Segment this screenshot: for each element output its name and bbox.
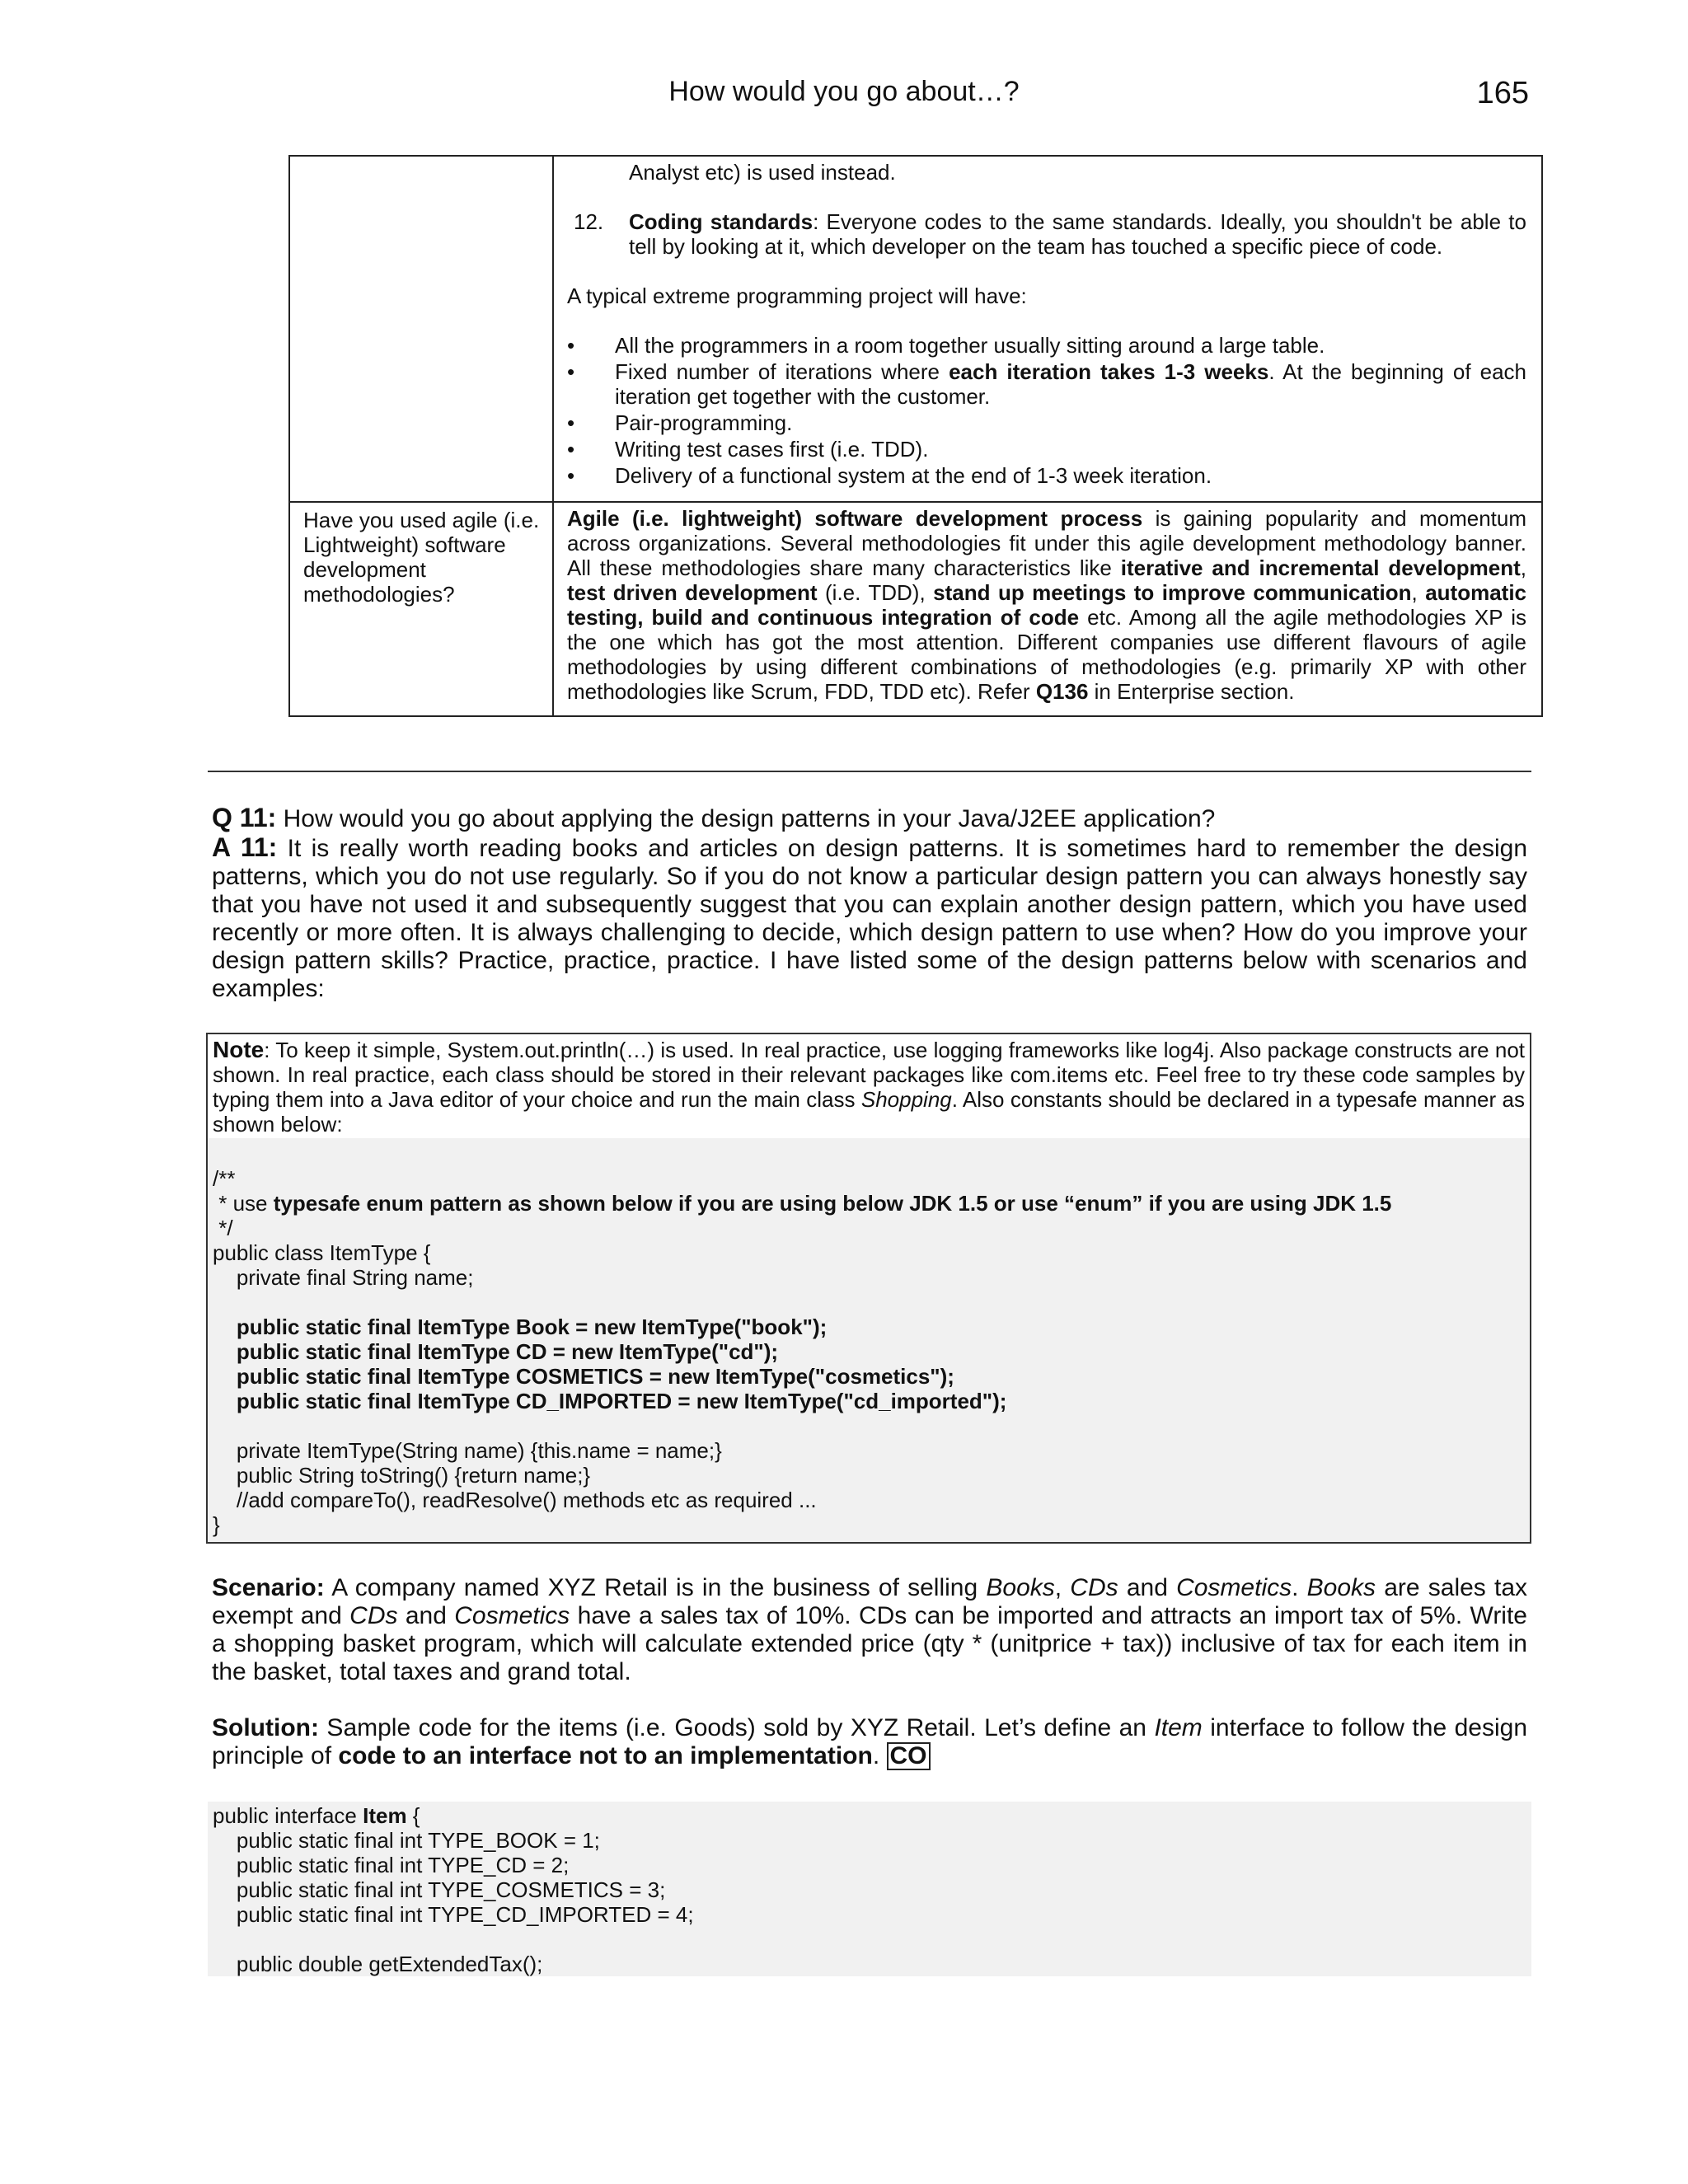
bullet-icon: • (567, 463, 575, 488)
list-item (567, 437, 1526, 462)
bullet-list (567, 333, 1526, 488)
list-item (567, 333, 1526, 358)
code-line: //add compareTo(), readResolve() methods etc as required ... (213, 1488, 817, 1512)
item-text (629, 209, 1526, 259)
code-blank-line (208, 1413, 1530, 1438)
code-line: public static final int TYPE_BOOK = 1; (213, 1828, 600, 1853)
list-item (567, 410, 1526, 435)
item-title: Coding standards (629, 209, 814, 234)
bullet-icon: • (567, 359, 575, 384)
bullet-text: Writing test cases first (i.e. TDD). (615, 437, 929, 462)
agile-answer: Agile (i.e. lightweight) software development process is gaining popularity and momentum across organizations. Several methodologies fit under this agile development methodology banner. All these methodologies share many characteristics like iterative and incremental development, test driven development (i.e. TDD), stand up meetings to improve communication, automatic testing, build and continuous integration of code etc. Among all the agile methodologies XP is the one which has got the most attention. Different companies use different flavours of agile methodologies by using different combinations of methodologies (e.g. primarily XP with other methodologies like Scrum, FDD, TDD etc). Refer Q136 in Enterprise section. (567, 506, 1527, 704)
code-line: public static final ItemType CD_IMPORTED = new ItemType("cd_imported"); (213, 1389, 1007, 1413)
item-number: 12. (574, 209, 604, 234)
table-row (289, 502, 1542, 716)
scenario-paragraph: Scenario: A company named XYZ Retail is in the business of selling Books, CDs and Cosmetics. Books are sales tax exempt and CDs and Cosmetics have a sales tax of 10%. CDs can be imported and attracts an import tax of 5%. Write a shopping basket program, which will calculate extended price (qty * (unitprice + tax)) inclusive of tax for each item in the basket, total taxes and grand total. (212, 1574, 1528, 1685)
table-row (289, 156, 1542, 502)
answer-label: A 11: (212, 832, 278, 862)
scenario-label: Scenario: (212, 1574, 325, 1601)
code-line: public static final int TYPE_CD = 2; (213, 1853, 570, 1877)
answer-cell (553, 502, 1542, 716)
list-item (567, 463, 1526, 488)
bullet-text: All the programmers in a room together usually sitting around a large table. (615, 333, 1325, 358)
code-line: public String toString() {return name;} (213, 1463, 591, 1488)
question-label: Q 11: (212, 803, 277, 832)
solution-label: Solution: (212, 1714, 319, 1741)
code-blank-line (208, 1927, 1531, 1952)
bullet-text-part: Fixed number of iterations where (615, 359, 950, 384)
bullet-icon: • (567, 437, 575, 462)
page-number: 165 (1476, 76, 1529, 110)
code-line: */ (213, 1216, 233, 1240)
bullet-text: Pair-programming. (615, 410, 793, 435)
code-line: /** (213, 1166, 236, 1191)
code-line: public static final ItemType Book = new ItemType("book"); (213, 1315, 828, 1339)
code-blank-line (208, 1290, 1530, 1315)
code-line: * use typesafe enum pattern as shown below if you are using below JDK 1.5 or use “enum” if you are using JDK 1.5 (213, 1191, 1392, 1216)
running-header: How would you go about…? (668, 76, 1020, 107)
bullet-icon: • (567, 410, 575, 435)
note-text: Note: To keep it simple, System.out.println(…) is used. In real practice, use logging frameworks like log4j. Also package constructs are not shown. In real practice, each class should be stored in their relevant packages like com.items etc. Feel free to try these code samples by typing them into a Java editor of your choice and run the main class Shopping. Also constants should be declared in a typesafe manner as shown below: (208, 1034, 1530, 1138)
question-text: How would you go about applying the design patterns in your Java/J2EE application? (276, 805, 1216, 832)
continuation-line: Analyst etc) is used instead. (629, 160, 896, 185)
answer (212, 833, 1527, 1003)
co-badge: CO (887, 1742, 931, 1770)
bullet-icon: • (567, 333, 575, 358)
numbered-item (567, 209, 1526, 259)
code-line: public double getExtendedTax(); (213, 1952, 543, 1976)
item-interface-code (208, 1802, 1531, 1976)
bullet-text: Delivery of a functional system at the end of 1-3 week iteration. (615, 463, 1212, 488)
question-cell: Have you used agile (i.e. Lightweight) software development methodologies? (289, 502, 553, 716)
code-line: private final String name; (213, 1265, 474, 1290)
code-line: public class ItemType { (213, 1240, 431, 1265)
code-line: public interface Item { (213, 1803, 420, 1828)
question-cell (289, 156, 553, 502)
code-line: public static final ItemType COSMETICS = new ItemType("cosmetics"); (213, 1364, 954, 1389)
question (212, 804, 1527, 833)
typical-intro: A typical extreme programming project will have: (567, 284, 1027, 308)
code-line: public static final int TYPE_COSMETICS = 3; (213, 1877, 666, 1902)
note-label: Note (213, 1037, 265, 1062)
section-divider (208, 771, 1531, 772)
qa-table (288, 155, 1543, 717)
code-line: } (213, 1512, 220, 1537)
solution-paragraph: Solution: Sample code for the items (i.e. Goods) sold by XYZ Retail. Let’s define an Item interface to follow the design principle of code to an interface not to an implementation. CO (212, 1714, 1527, 1769)
question-answer-block (212, 804, 1527, 1003)
answer-cell (553, 156, 1542, 502)
item-body: : Everyone codes to the same standards. Ideally, you shouldn't be able to tell by looking at it, which developer on the team has touched a specific piece of code. (629, 209, 1526, 259)
list-item (567, 359, 1526, 409)
bullet-text-bold: each iteration takes 1-3 weeks (949, 359, 1269, 384)
note-box (206, 1033, 1531, 1544)
answer-text: It is really worth reading books and articles on design patterns. It is sometimes hard to remember the design patterns, which you do not use regularly. So if you do not know a particular design pattern you can always honestly say that you have not used it and subsequently suggest that you can explain another design pattern, which you have used recently or more often. It is always challenging to decide, which design pattern to use when? How do you improve your design pattern skills? Practice, practice, practice. I have listed some of the design patterns below with scenarios and examples: (212, 835, 1527, 1002)
code-line: public static final int TYPE_CD_IMPORTED = 4; (213, 1902, 694, 1927)
code-line: public static final ItemType CD = new ItemType("cd"); (213, 1339, 779, 1364)
bullet-text-part: . At the beginning of each iteration get together with the customer. (615, 359, 1526, 409)
code-line: private ItemType(String name) {this.name = name;} (213, 1438, 722, 1463)
bullet-text (615, 359, 1526, 409)
